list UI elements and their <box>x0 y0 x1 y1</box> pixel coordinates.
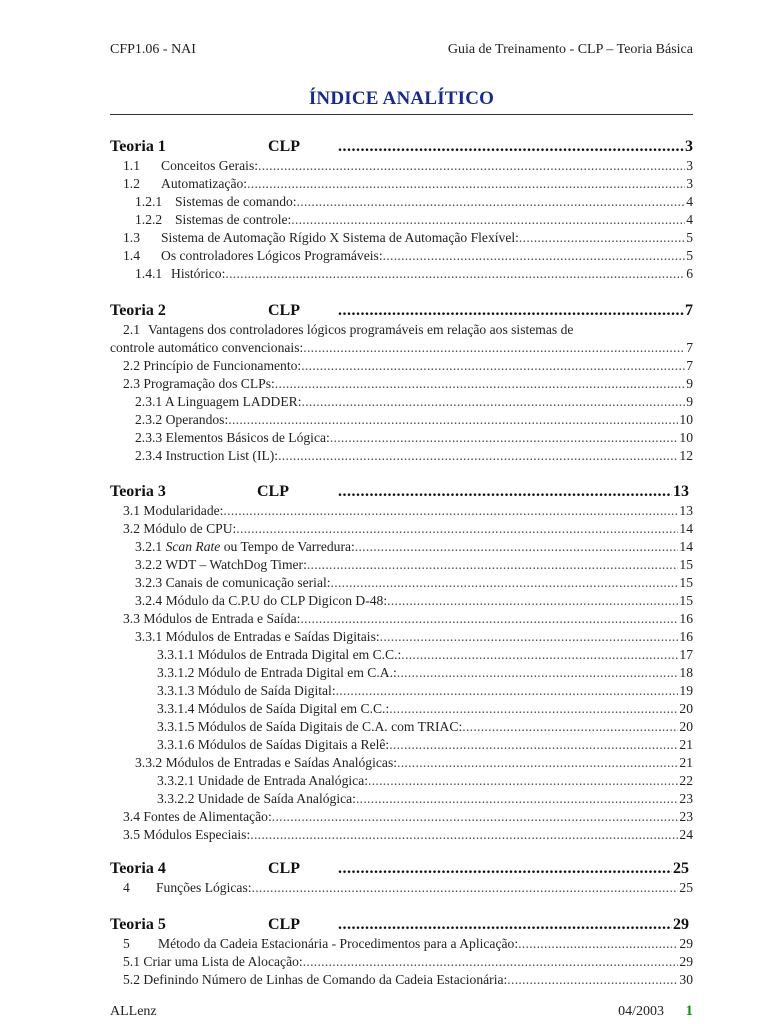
toc-entry: 1.2.2 Sistemas de controle: ..... 4 <box>110 212 693 230</box>
toc-entry: 3.5 Módulos Especiais: ..... 24 <box>110 827 693 845</box>
toc-entry: 2.3.1 A Linguagem LADDER: ..... 9 <box>110 394 693 412</box>
page-footer <box>110 1003 693 1020</box>
toc-entry: 4 Funções Lógicas: ..... 25 <box>110 880 693 898</box>
toc-entry: 3.3.2.2 Unidade de Saída Analógica: ..... 23 <box>110 791 693 809</box>
toc-entry: 1.1 Conceitos Gerais: ..... 3 <box>110 158 693 176</box>
header-left: CFP1.06 - NAI <box>110 42 196 57</box>
toc-entry: 2.3.2 Operandos: ..... 10 <box>110 412 693 430</box>
section-heading: Teoria 2 CLP ..... 7 <box>110 302 693 324</box>
toc-entry: 1.4 Os controladores Lógicos Programáveis: ..... 5 <box>110 248 693 266</box>
toc-entry: 1.2 Automatização: ..... 3 <box>110 176 693 194</box>
toc-entry: 3.3.2.1 Unidade de Entrada Analógica: ..... 22 <box>110 773 693 791</box>
toc-entry: 3.3 Módulos de Entrada e Saída: ..... 16 <box>110 611 693 629</box>
toc-entry: 2.3.4 Instruction List (IL): ..... 12 <box>110 448 693 466</box>
toc-entry: 3.2.1 Scan Rate ou Tempo de Varredura: ..... 14 <box>110 539 693 557</box>
toc-entry: 1.3 Sistema de Automação Rígido X Sistema de Automação Flexível: ..... 5 <box>110 230 693 248</box>
toc-entry: 5.1 Criar uma Lista de Alocação: ..... 29 <box>110 954 693 972</box>
toc-entry: 3.3.1.2 Módulo de Entrada Digital em C.A.: ..... 18 <box>110 665 693 683</box>
toc-entry: 3.2.3 Canais de comunicação serial: ..... 15 <box>110 575 693 593</box>
toc-entry: 3.2.2 WDT – WatchDog Timer: ..... 15 <box>110 557 693 575</box>
toc-entry: 5.2 Definindo Número de Linhas de Comando da Cadeia Estacionária: ..... 30 <box>110 972 693 990</box>
toc-entry: 3.2.4 Módulo da C.P.U do CLP Digicon D-48: ..... 15 <box>110 593 693 611</box>
toc-entry: 3.3.1.4 Módulos de Saída Digital em C.C.: ..... 20 <box>110 701 693 719</box>
toc-entry: 3.3.1.1 Módulos de Entrada Digital em C.C.: ..... 17 <box>110 647 693 665</box>
section-heading: Teoria 5 CLP ..... 29 <box>110 916 693 938</box>
toc-entry: 3.4 Fontes de Alimentação: ..... 23 <box>110 809 693 827</box>
page-header <box>110 42 693 58</box>
footer-date: 04/2003 <box>618 1004 664 1019</box>
page-title: ÍNDICE ANALÍTICO <box>308 88 495 109</box>
toc-entry: 2.2 Princípio de Funcionamento: ..... 7 <box>110 358 693 376</box>
toc-entry: 3.3.1.3 Módulo de Saída Digital: ..... 19 <box>110 683 693 701</box>
toc-entry: 3.3.2 Módulos de Entradas e Saídas Analógicas: ..... 21 <box>110 755 693 773</box>
section-heading: Teoria 1 CLP ..... 3 <box>110 138 693 160</box>
page-number: 1 <box>685 1003 693 1019</box>
toc-entry: 1.4.1 Histórico: ..... 6 <box>110 266 693 284</box>
toc-entry: 3.3.1 Módulos de Entradas e Saídas Digitais: ..... 16 <box>110 629 693 647</box>
toc-entry: 3.3.1.6 Módulos de Saídas Digitais a Relê: ..... 21 <box>110 737 693 755</box>
toc-entry: 5 Método da Cadeia Estacionária - Procedimentos para a Aplicação: ..... 29 <box>110 936 693 954</box>
footer-author: ALLenz <box>110 1004 157 1019</box>
toc-entry: 3.1 Modularidade: ..... 13 <box>110 503 693 521</box>
toc-entry: 3.2 Módulo de CPU: ..... 14 <box>110 521 693 539</box>
toc-entry: 3.3.1.5 Módulos de Saída Digitais de C.A. com TRIAC: ..... 20 <box>110 719 693 737</box>
toc-entry: 2.3 Programação dos CLPs: ..... 9 <box>110 376 693 394</box>
section-heading: Teoria 3 CLP ..... 13 <box>110 483 693 505</box>
toc-entry-line1: 2.1 Vantagens dos controladores lógicos programáveis em relação aos sistemas de <box>123 322 574 337</box>
header-divider <box>110 114 693 115</box>
header-right: Guia de Treinamento - CLP – Teoria Básica <box>447 42 693 57</box>
toc-entry: 2.3.3 Elementos Básicos de Lógica: ..... 10 <box>110 430 693 448</box>
section-heading: Teoria 4 CLP ..... 25 <box>110 860 693 882</box>
toc-entry: controle automático convencionais: ..... 7 <box>110 340 693 358</box>
toc-entry: 1.2.1 Sistemas de comando: ..... 4 <box>110 194 693 212</box>
